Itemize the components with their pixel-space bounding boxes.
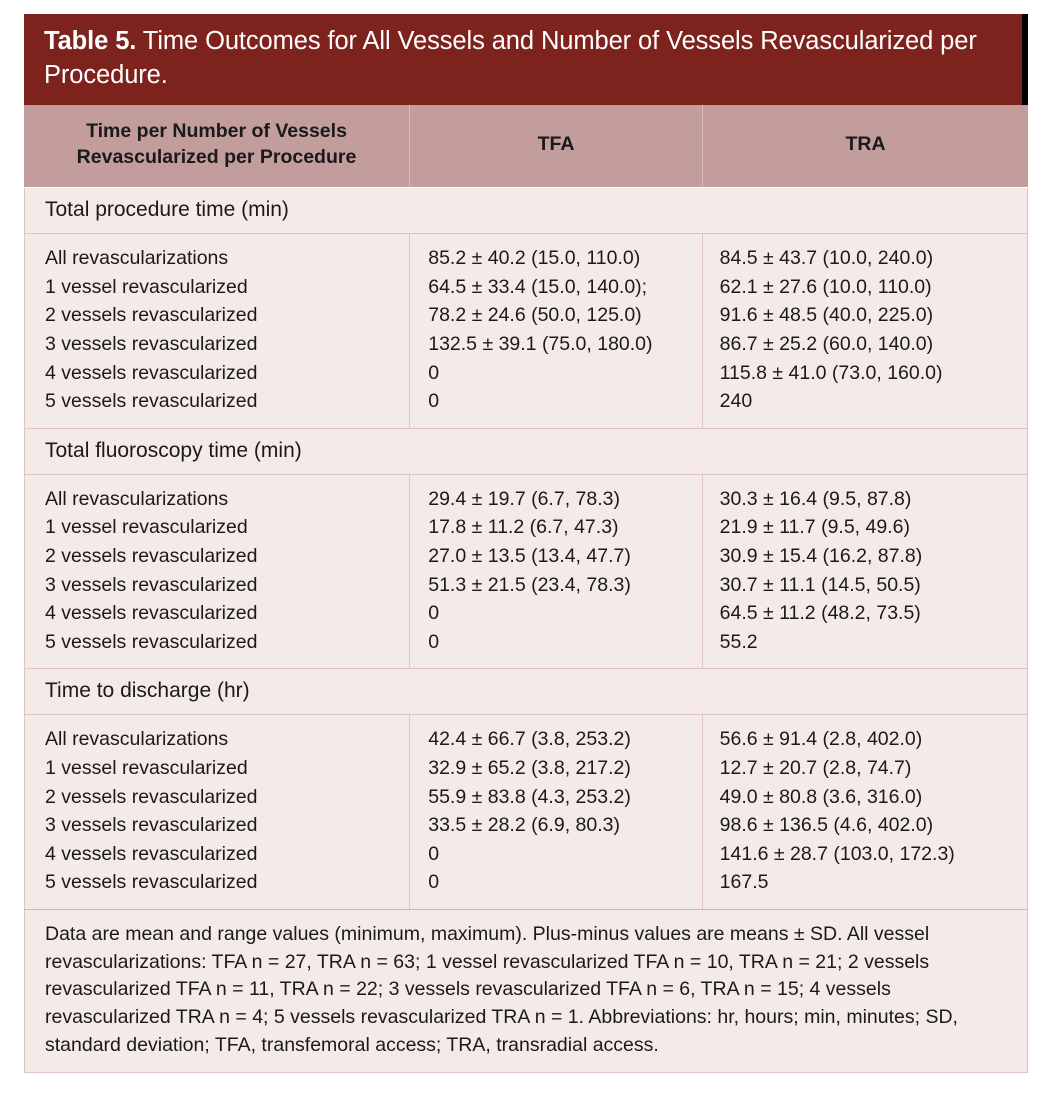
tfa-value: 64.5 ± 33.4 (15.0, 140.0);: [428, 275, 648, 298]
row-label: 4 vessels revascularized: [45, 602, 258, 625]
row-label: 5 vessels revascularized: [45, 630, 258, 653]
table-footnote: Data are mean and range values (minimum, maximum). Plus-minus values are means ± SD. All vessel revascularizations: TFA n = 27, TRA n = 63; 1 vessel revascularized TFA n = 10, TRA n = 21; 2 vessels revascularized TFA n = 11, TRA n = 22; 3 vessels revascularized TFA n = 6, TRA n = 15; 4 vessels revascularized TRA n = 4; 5 vessels revascularized TRA n = 1. Abbreviations: hr, hours; min, minutes; SD, standard deviation; TFA, transfemoral access; TRA, transradial access.: [24, 909, 1028, 1073]
tfa-value: 0: [428, 361, 440, 384]
column-header-row-label: Time per Number of Vessels Revascularized per Procedure: [24, 105, 410, 187]
row-label: 5 vessels revascularized: [45, 390, 258, 413]
row-label: 4 vessels revascularized: [45, 361, 258, 384]
row-label: All revascularizations: [45, 728, 229, 751]
tfa-value: 0: [428, 602, 440, 625]
row-label: 2 vessels revascularized: [45, 545, 258, 568]
tfa-value: 0: [428, 390, 440, 413]
tra-value: 240: [719, 390, 753, 413]
row-label: 4 vessels revascularized: [45, 842, 258, 865]
tfa-value: 42.4 ± 66.7 (3.8, 253.2): [428, 728, 631, 751]
row-label-cell: [25, 475, 410, 668]
tfa-value: 17.8 ± 11.2 (6.7, 47.3): [428, 516, 619, 539]
tfa-value: 27.0 ± 13.5 (13.4, 47.7): [428, 545, 631, 568]
section-title: Total fluoroscopy time (min): [25, 429, 1027, 475]
section-rows: [25, 715, 1027, 908]
tfa-value: 29.4 ± 19.7 (6.7, 78.3): [428, 487, 620, 510]
tra-value: 98.6 ± 136.5 (4.6, 402.0): [719, 814, 934, 837]
tra-value: 30.9 ± 15.4 (16.2, 87.8): [719, 545, 923, 568]
tra-value: 62.1 ± 27.6 (10.0, 110.0): [719, 275, 932, 298]
table-title-bar: [24, 14, 1028, 105]
tfa-value: 32.9 ± 65.2 (3.8, 217.2): [428, 757, 631, 780]
row-label: 3 vessels revascularized: [45, 814, 258, 837]
column-header-tra: TRA: [845, 133, 886, 156]
tra-value-cell: [703, 234, 1027, 427]
tfa-value-cell: [410, 234, 702, 427]
section-title: Time to discharge (hr): [25, 669, 1027, 715]
tfa-value: 0: [428, 871, 440, 894]
tfa-value: 85.2 ± 40.2 (15.0, 110.0): [428, 247, 641, 270]
row-label: 3 vessels revascularized: [45, 333, 258, 356]
tra-value: 64.5 ± 11.2 (48.2, 73.5): [719, 602, 921, 625]
tra-value: 30.3 ± 16.4 (9.5, 87.8): [719, 487, 912, 510]
row-label: 2 vessels revascularized: [45, 304, 258, 327]
row-label: All revascularizations: [45, 487, 229, 510]
tra-value-cell: [703, 475, 1027, 668]
tra-value: 141.6 ± 28.7 (103.0, 172.3): [719, 842, 955, 865]
tra-value: 21.9 ± 11.7 (9.5, 49.6): [719, 516, 910, 539]
section-rows: [25, 234, 1027, 428]
row-label: 5 vessels revascularized: [45, 871, 258, 894]
tfa-value: 55.9 ± 83.8 (4.3, 253.2): [428, 785, 631, 808]
section-title: Total procedure time (min): [25, 188, 1027, 234]
tfa-value: 33.5 ± 28.2 (6.9, 80.3): [428, 814, 620, 837]
row-label-cell: [25, 234, 410, 427]
tra-value: 12.7 ± 20.7 (2.8, 74.7): [719, 757, 912, 780]
column-header-tfa: TFA: [410, 105, 703, 187]
tfa-value-cell: [410, 475, 702, 668]
tfa-value: 51.3 ± 21.5 (23.4, 78.3): [428, 573, 631, 596]
tfa-value: 132.5 ± 39.1 (75.0, 180.0): [428, 333, 653, 356]
tra-value: 49.0 ± 80.8 (3.6, 316.0): [719, 785, 923, 808]
tfa-value: 78.2 ± 24.6 (50.0, 125.0): [428, 304, 642, 327]
row-label: 1 vessel revascularized: [45, 516, 248, 539]
tfa-value: 0: [428, 842, 440, 865]
tra-value-cell: [703, 715, 1027, 908]
tra-value: 115.8 ± 41.0 (73.0, 160.0): [719, 361, 943, 384]
section-rows: [25, 475, 1027, 669]
row-label: 1 vessel revascularized: [45, 757, 248, 780]
row-label: All revascularizations: [45, 247, 229, 270]
table-number-label: Table 5.: [44, 27, 137, 55]
tfa-value-cell: [410, 715, 702, 908]
table-5: [24, 14, 1028, 1073]
tfa-value: 0: [428, 630, 440, 653]
tra-value: 56.6 ± 91.4 (2.8, 402.0): [719, 728, 923, 751]
table-title: [44, 25, 1002, 92]
tra-value: 167.5: [719, 871, 769, 894]
table-title-text: Time Outcomes for All Vessels and Number of Vessels Revascularized per Procedure.: [44, 27, 977, 89]
tra-value: 84.5 ± 43.7 (10.0, 240.0): [719, 247, 934, 270]
tra-value: 91.6 ± 48.5 (40.0, 225.0): [719, 304, 934, 327]
row-label: 1 vessel revascularized: [45, 275, 248, 298]
tra-value: 86.7 ± 25.2 (60.0, 140.0): [719, 333, 934, 356]
table-body: [24, 188, 1028, 909]
tra-value: 55.2: [719, 630, 758, 653]
column-header-row: [24, 105, 1028, 188]
row-label: 2 vessels revascularized: [45, 785, 258, 808]
row-label-cell: [25, 715, 410, 908]
tra-value: 30.7 ± 11.1 (14.5, 50.5): [719, 573, 921, 596]
row-label: 3 vessels revascularized: [45, 573, 258, 596]
